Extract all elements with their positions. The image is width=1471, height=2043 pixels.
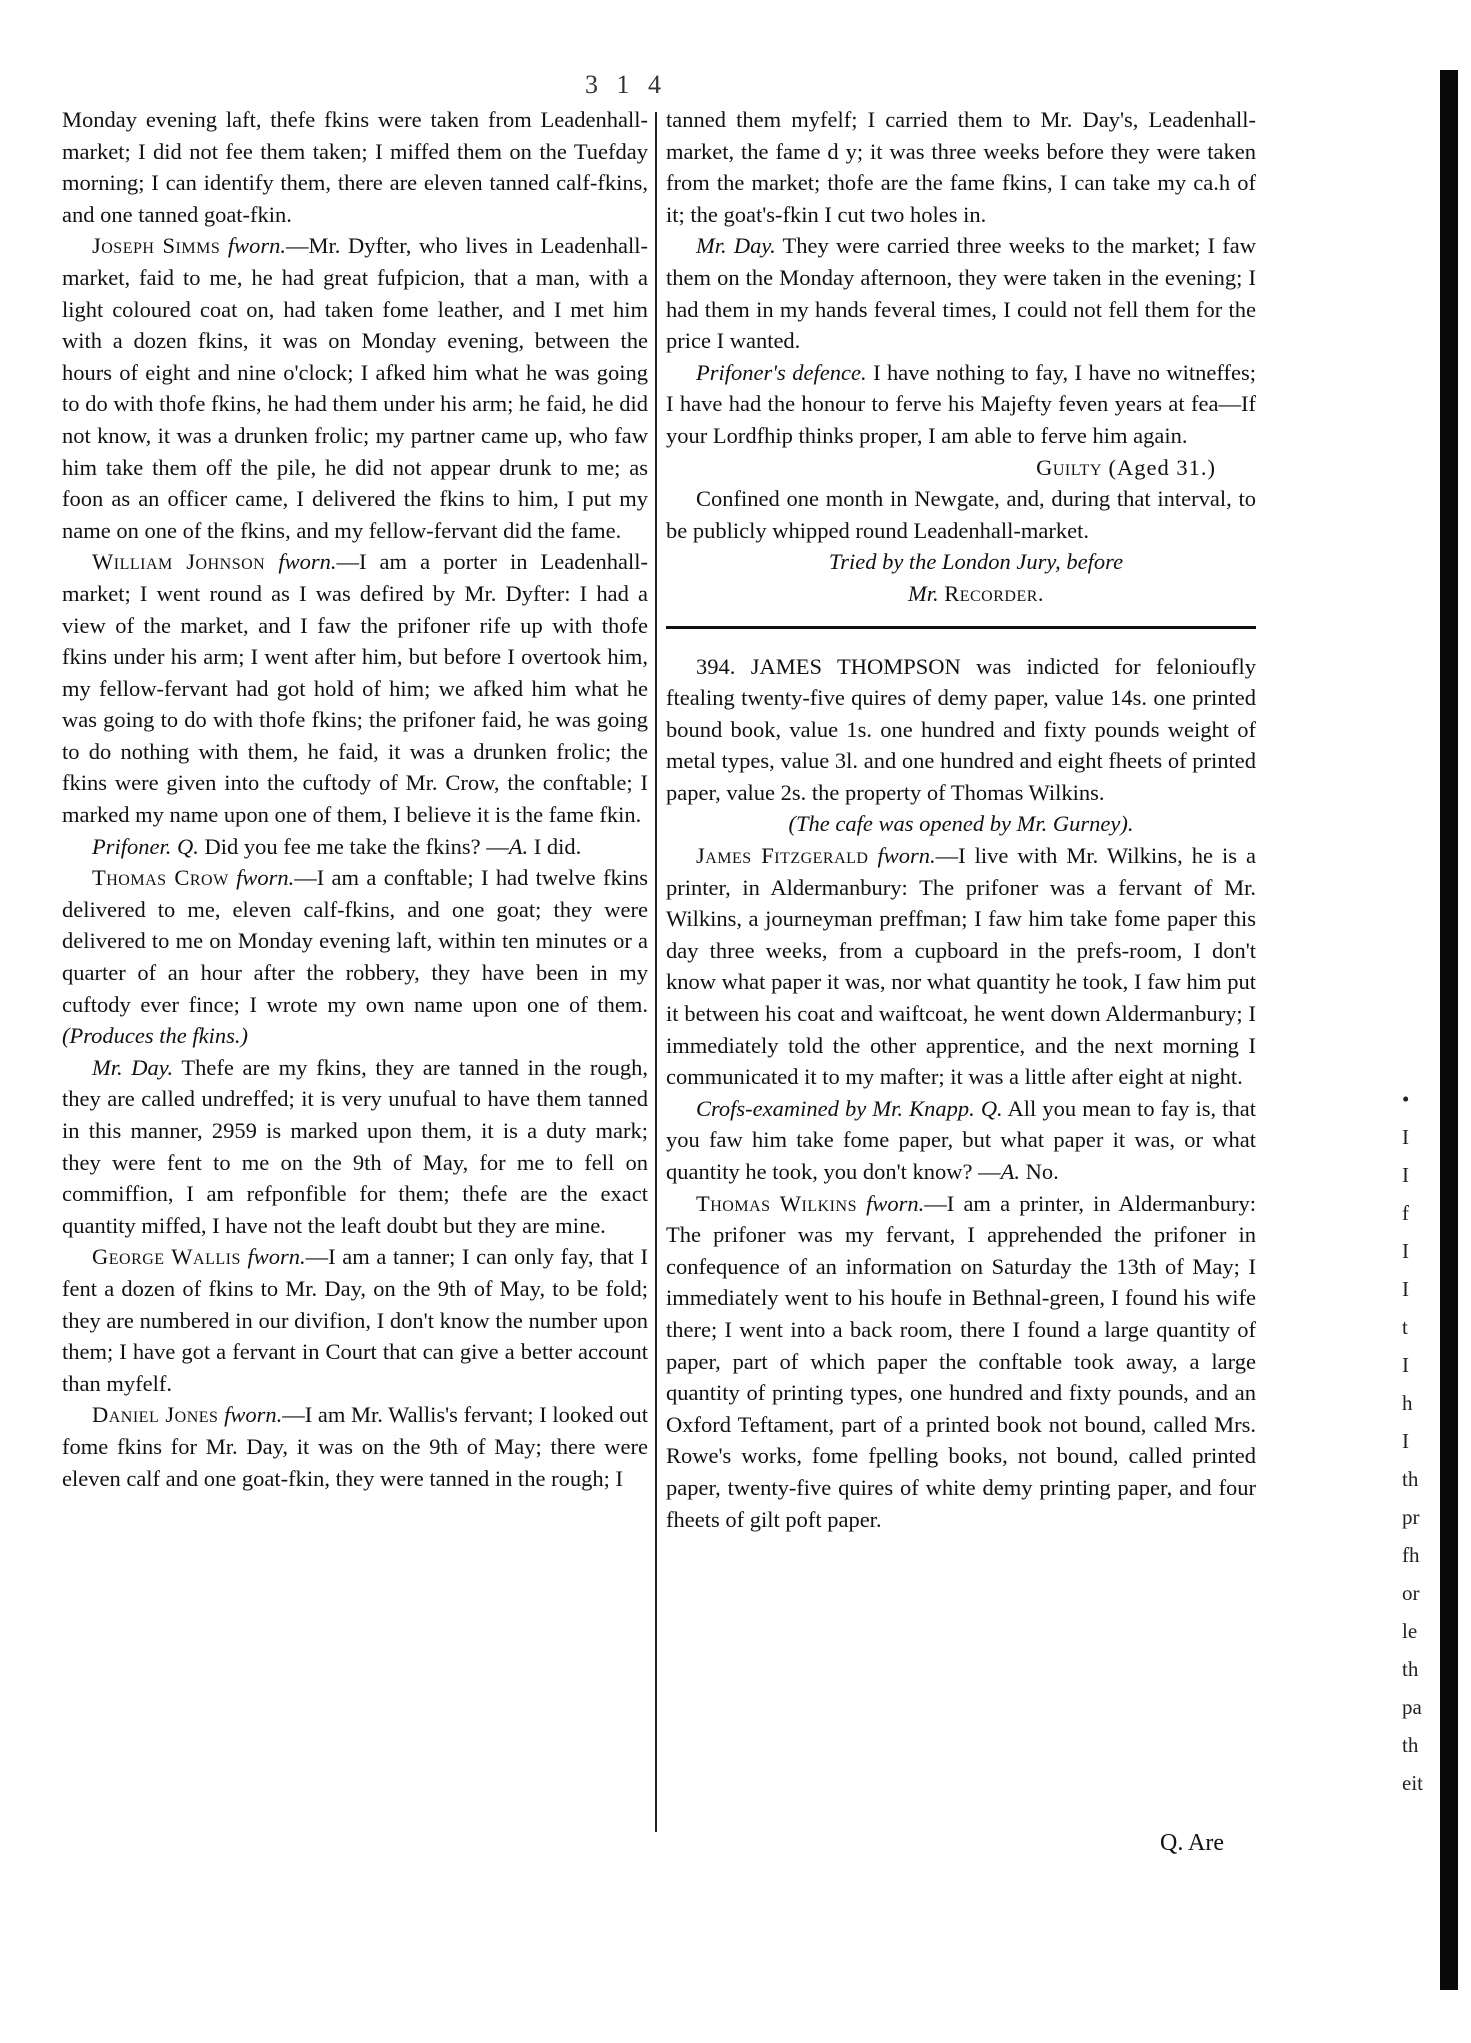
right-paragraph-p-8: 394. JAMES THOMPSON was indicted for felonioufly ftealing twenty-five quires of demy paper, value 14s. one printed bound book, value 1s. one hundred and fixty pounds weight of metal types, value 3l. and one hundred and eight fheets of printed paper, value 2s. the property of Thomas Wilkins. — [666, 653, 1256, 805]
edge-fragment: I — [1402, 1163, 1409, 1187]
right-paragraph-p-2: Prifoner's defence. I have nothing to fay, I have no witneffes; I have had the honour to ferve his Majefty feven years at fea—If your Lordfhip thinks proper, I am able to ferve him again. — [666, 359, 1256, 448]
edge-fragment: I — [1402, 1277, 1409, 1301]
page-number: 3 1 4 — [585, 70, 667, 99]
right-paragraph-verdict-3: Guilty (Aged 31.) — [1036, 454, 1216, 480]
page-edge-shadow — [1440, 70, 1458, 1990]
right-paragraph-p-12: Thomas Wilkins fworn.—I am a printer, in Aldermanbury: The prifoner was my fervant, I apprehended the prifoner in confequence of an information on Saturday the 13th of May; I immediately went to his houfe in Bethnal-green, I found his wife there; I went into a back room, there I found a large quantity of paper, part of which paper the conftable took away, a large quantity of printing types, one hundred and fixty pounds, and an Oxford Teftament, part of a printed book not bound, called Mrs. Rowe's works, fome fpelling books, not bound, called printed paper, twenty-five quires of white demy printing paper, and four fheets of gilt poft paper. — [666, 1190, 1256, 1532]
edge-fragment: h — [1402, 1391, 1413, 1415]
left-paragraph-p-5: Mr. Day. Thefe are my fkins, they are tanned in the rough, they are called undreffed; it is very unufual to have them tanned in this manner, 2959 is marked upon them, it is a duty mark; they were fent to me on the 9th of May, for me to fell on commiffion, I am refponfible for them; thefe are the exact quantity miffed, I have not the leaft doubt but they are mine. — [62, 1054, 648, 1238]
catchword: Q. Are — [1160, 1830, 1224, 1856]
right-column — [666, 104, 1256, 1535]
left-paragraph-p-1: Joseph Simms fworn.—Mr. Dyfter, who lives in Leadenhall-market, faid to me, he had great fufpicion, that a man, with a light coloured coat on, had taken fome leather, and I met him with a dozen fkins, it was on Monday evening, between the hours of eight and nine o'clock; I afked him what he was going to do with thofe fkins, he had them under his arm; he faid, he did not know, it was a drunken frolic; my partner came up, who faw him take them off the pile, he did not appear drunk to me; as foon as an officer came, I delivered the fkins to him, I put my name on one of the fkins, and my fellow-fervant did the fame. — [62, 233, 648, 543]
left-paragraph-p-3: Prifoner. Q. Did you fee me take the fkins? —A. I did. — [92, 833, 582, 859]
edge-fragment: eit — [1402, 1771, 1423, 1795]
edge-fragment: le — [1402, 1619, 1418, 1643]
edge-fragment: fh — [1402, 1543, 1420, 1567]
edge-fragment: • — [1402, 1087, 1410, 1111]
left-paragraph-p-6: George Wallis fworn.—I am a tanner; I can only fay, that I fent a dozen of fkins to Mr. Day, on the 9th of May, to be fold; they are numbered in our divifion, I don't know the number upon them; I have got a fervant in Court that can give a better account than myfelf. — [62, 1244, 648, 1396]
right-paragraph-p-11: Crofs-examined by Mr. Knapp. Q. All you mean to fay is, that you faw him take fome paper, but what paper it was, or what quantity he took, you don't know? —A. No. — [666, 1095, 1256, 1184]
edge-fragment: t — [1402, 1315, 1408, 1339]
left-paragraph-p-0: Monday evening laft, thefe fkins were taken from Leadenhall-market; I did not fee them taken; I miffed them on the Tuefday morning; I can identify them, there are eleven tanned calf-fkins, and one tanned goat-fkin. — [62, 107, 648, 227]
edge-fragment: I — [1402, 1239, 1409, 1263]
edge-fragment: I — [1402, 1353, 1409, 1377]
edge-fragment: pr — [1402, 1505, 1420, 1529]
right-paragraph-center-9: (The cafe was opened by Mr. Gurney). — [788, 811, 1134, 837]
section-rule — [666, 626, 1256, 629]
right-paragraph-p-1: Mr. Day. They were carried three weeks to the market; I faw them on the Monday afternoon, they were taken in the evening; I had them in my hands feveral times, I could not fell them for the price I wanted. — [666, 233, 1257, 354]
right-paragraph-tried-5: Tried by the London Jury, before — [828, 549, 1124, 575]
edge-fragment: f — [1402, 1201, 1409, 1225]
right-paragraph-tried-6: Mr. Recorder. — [907, 580, 1045, 606]
left-paragraph-p-2: William Johnson fworn.—I am a porter in Leadenhall-market; I went round as I was defired by Mr. Dyfter: I had a view of the market, and I faw the prifoner rife up with thofe fkins under his arm; I went after him, but before I overtook him, my fellow-fervant had got hold of him; we afked him what he was going to do with thofe fkins; the prifoner faid, he was going to do nothing with them, he faid, it was a drunken frolic; the fkins were given into the cuftody of Mr. Crow, the conftable; I marked my name upon one of them, I believe it is the fame fkin. — [62, 549, 648, 828]
edge-fragment: th — [1402, 1467, 1419, 1491]
edge-fragment: th — [1402, 1733, 1419, 1757]
left-column — [62, 104, 648, 1494]
edge-fragment: pa — [1402, 1695, 1422, 1719]
edge-fragment: th — [1402, 1657, 1419, 1681]
right-paragraph-p-10: James Fitzgerald fworn.—I live with Mr. Wilkins, he is a printer, in Aldermanbury: The prifoner was a fervant of Mr. Wilkins, a journeyman preffman; I faw him take fome paper this day three weeks, from a cupboard in the prefs-room, I don't know what paper it was, nor what quantity he took, I faw him put it between his coat and waiftcoat, he went down Aldermanbury; I immediately told the other apprentice, and the next morning I communicated it to my mafter; it was a little after eight at night. — [666, 843, 1256, 1090]
left-paragraph-p-4: Thomas Crow fworn.—I am a conftable; I had twelve fkins delivered to me, eleven calf-fkins, and one goat; they were delivered to me on Monday evening laft, within ten minutes or a quarter of an hour after the robbery, they have been in my cuftody ever fince; I wrote my own name upon one of them. (Produces the fkins.) — [62, 865, 648, 1049]
right-paragraph-p-4: Confined one month in Newgate, and, during that interval, to be publicly whipped round Leadenhall-market. — [666, 486, 1256, 543]
column-divider — [655, 112, 657, 1832]
edge-fragment: I — [1402, 1429, 1409, 1453]
facing-page-edge-fragments — [1402, 1080, 1434, 1802]
edge-fragment: I — [1402, 1125, 1409, 1149]
right-paragraph-p-0: tanned them myfelf; I carried them to Mr. Day's, Leadenhall-market, the fame d y; it was three weeks before they were taken from the market; thofe are the fame fkins, I can take my ca.h of it; the goat's-fkin I cut two holes in. — [666, 107, 1256, 227]
edge-fragment: or — [1402, 1581, 1420, 1605]
left-paragraph-p-7: Daniel Jones fworn.—I am Mr. Wallis's fervant; I looked out fome fkins for Mr. Day, it was on the 9th of May; there were eleven calf and one goat-fkin, they were tanned in the rough; I — [62, 1402, 649, 1491]
